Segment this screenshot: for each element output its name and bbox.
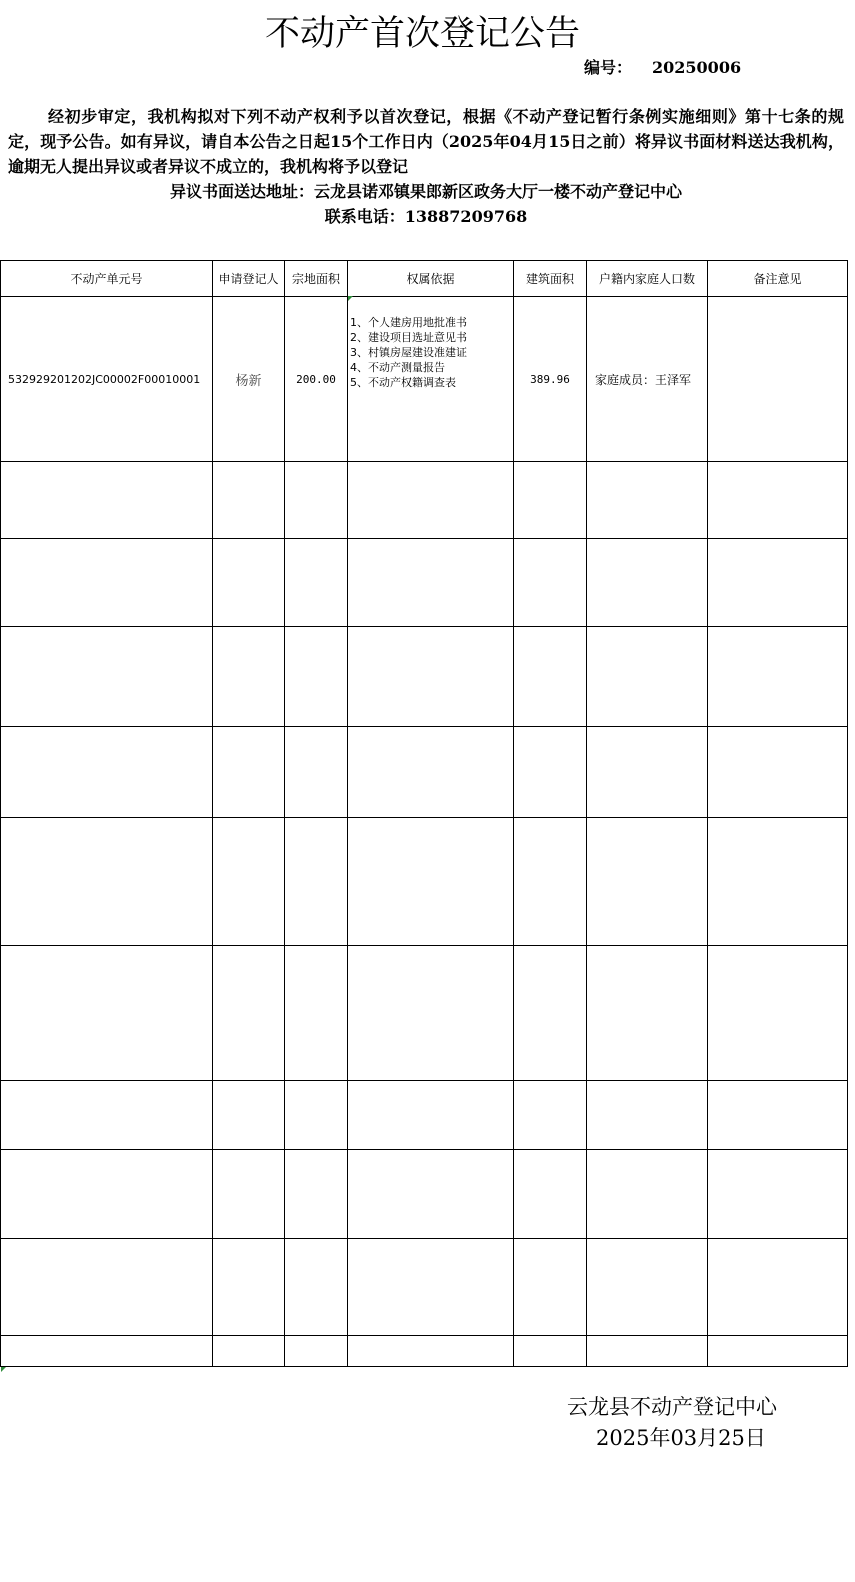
empty-cell [285, 818, 348, 946]
notice-body [8, 104, 844, 229]
serial-value: 20250006 [652, 58, 742, 77]
basis-item: 4、不动产测量报告 [350, 361, 445, 374]
empty-cell [348, 1239, 514, 1336]
empty-cell [1, 462, 213, 539]
empty-cell [285, 1239, 348, 1336]
empty-cell [514, 1150, 587, 1239]
empty-cell [708, 1239, 848, 1336]
basis-item: 5、不动产权籍调查表 [350, 376, 456, 389]
header-household: 户籍内家庭人口数 [587, 261, 708, 297]
empty-cell [587, 1081, 708, 1150]
empty-cell [587, 1239, 708, 1336]
empty-cell [1, 1150, 213, 1239]
empty-cell [1, 539, 213, 627]
empty-cell [514, 818, 587, 946]
empty-cell [708, 539, 848, 627]
empty-cell [285, 1081, 348, 1150]
table-row [1, 297, 848, 462]
empty-cell [587, 946, 708, 1081]
empty-cell [213, 1239, 285, 1336]
empty-cell [213, 1081, 285, 1150]
empty-cell [708, 462, 848, 539]
empty-cell [708, 946, 848, 1081]
empty-cell [514, 1336, 587, 1367]
empty-cell [285, 462, 348, 539]
header-ownership-basis: 权属依据 [348, 261, 514, 297]
empty-cell [213, 627, 285, 727]
empty-cell [1, 1239, 213, 1336]
cell-ownership-basis [348, 297, 514, 462]
empty-cell [285, 1150, 348, 1239]
empty-cell [587, 539, 708, 627]
empty-cell [348, 727, 514, 818]
empty-cell [213, 1336, 285, 1367]
empty-cell [1, 627, 213, 727]
header-building-area: 建筑面积 [514, 261, 587, 297]
header-land-area: 宗地面积 [285, 261, 348, 297]
empty-cell [514, 539, 587, 627]
empty-cell [587, 1336, 708, 1367]
empty-cell [213, 539, 285, 627]
table-row-empty [1, 946, 848, 1081]
empty-cell [348, 946, 514, 1081]
table-row-empty [1, 539, 848, 627]
serial-label: 编号： [584, 58, 633, 77]
header-remark: 备注意见 [708, 261, 848, 297]
empty-cell [285, 946, 348, 1081]
empty-cell [348, 539, 514, 627]
empty-cell [1, 1336, 213, 1367]
empty-cell [1, 1081, 213, 1150]
empty-cell [514, 462, 587, 539]
table-row-empty [1, 1336, 848, 1367]
empty-cell [348, 627, 514, 727]
empty-cell [587, 818, 708, 946]
cell-marker-icon [1, 1367, 6, 1372]
cell-household: 家庭成员：王泽军 [587, 297, 708, 462]
empty-cell [587, 1150, 708, 1239]
empty-cell [1, 818, 213, 946]
empty-cell [708, 1081, 848, 1150]
empty-cell [587, 727, 708, 818]
empty-cell [348, 462, 514, 539]
objection-address: 异议书面送达地址：云龙县诺邓镇果郎新区政务大厅一楼不动产登记中心 [169, 182, 682, 201]
empty-cell [587, 627, 708, 727]
table-row-empty [1, 1150, 848, 1239]
cell-remark [708, 297, 848, 462]
empty-cell [213, 818, 285, 946]
empty-cell [514, 727, 587, 818]
header-applicant: 申请登记人 [213, 261, 285, 297]
contact-phone: 联系电话：13887209768 [324, 207, 528, 226]
empty-cell [708, 727, 848, 818]
cell-building-area: 389.96 [514, 297, 587, 462]
cell-land-area: 200.00 [285, 297, 348, 462]
empty-cell [514, 1081, 587, 1150]
empty-cell [348, 1081, 514, 1150]
empty-cell [348, 818, 514, 946]
empty-cell [514, 1239, 587, 1336]
table-row-empty [1, 627, 848, 727]
table-row-empty [1, 462, 848, 539]
header-unit-number: 不动产单元号 [1, 261, 213, 297]
basis-item: 2、建设项目选址意见书 [350, 331, 467, 344]
table-row-empty [1, 1239, 848, 1336]
empty-cell [708, 627, 848, 727]
empty-cell [1, 946, 213, 1081]
table-row-empty [1, 818, 848, 946]
empty-cell [285, 727, 348, 818]
basis-item: 1、个人建房用地批准书 [350, 316, 467, 329]
issue-date: 2025年03月25日 [596, 1426, 766, 1450]
empty-cell [213, 462, 285, 539]
empty-cell [285, 1336, 348, 1367]
issuing-organization: 云龙县不动产登记中心 [567, 1395, 777, 1419]
notice-title: 不动产首次登记公告 [264, 14, 580, 54]
empty-cell [285, 627, 348, 727]
empty-cell [708, 1336, 848, 1367]
empty-cell [213, 1150, 285, 1239]
empty-cell [514, 627, 587, 727]
empty-cell [587, 462, 708, 539]
empty-cell [708, 818, 848, 946]
cell-applicant: 杨新 [213, 297, 285, 462]
table-row-empty [1, 1081, 848, 1150]
cell-unit-number: 532929201202JC00002F00010001 [1, 297, 213, 462]
empty-cell [348, 1336, 514, 1367]
registration-table [0, 260, 848, 1367]
basis-item: 3、村镇房屋建设准建证 [350, 346, 467, 359]
empty-cell [514, 946, 587, 1081]
serial-number [584, 58, 741, 78]
table-header-row [1, 261, 848, 297]
empty-cell [1, 727, 213, 818]
notice-paragraph: 经初步审定，我机构拟对下列不动产权利予以首次登记，根据《不动产登记暂行条例实施细则》第十七条的规定，现予公告。如有异议，请自本公告之日起15个工作日内（2025年04月15日之前）将异议书面材料送达我机构，逾期无人提出异议或者异议不成立的，我机构将予以登记 [8, 107, 844, 176]
cell-marker-icon [348, 296, 353, 301]
empty-cell [213, 946, 285, 1081]
empty-cell [708, 1150, 848, 1239]
empty-cell [213, 727, 285, 818]
empty-cell [348, 1150, 514, 1239]
table-row-empty [1, 727, 848, 818]
empty-cell [285, 539, 348, 627]
